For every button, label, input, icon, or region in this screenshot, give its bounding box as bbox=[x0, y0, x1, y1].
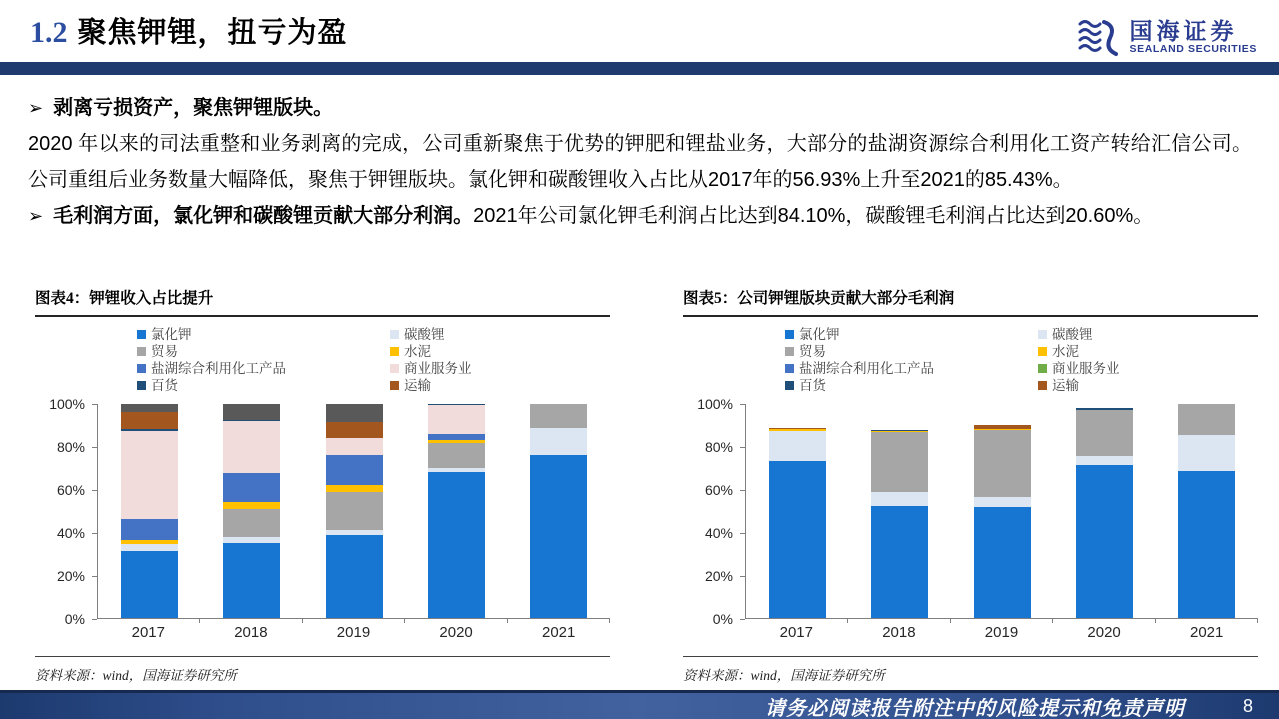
bar-segment bbox=[974, 507, 1031, 618]
stacked-bar bbox=[326, 404, 383, 618]
chart-panel bbox=[683, 286, 1258, 684]
bar-segment bbox=[428, 443, 485, 469]
bar-segment bbox=[121, 412, 178, 429]
bar-segment bbox=[769, 461, 826, 618]
bars-area bbox=[745, 404, 1258, 619]
legend-swatch-icon bbox=[390, 381, 399, 390]
legend-label: 氯化钾 bbox=[799, 327, 840, 342]
legend-label: 碳酸锂 bbox=[404, 327, 445, 342]
bar-slot bbox=[746, 404, 848, 618]
x-tick-mark bbox=[950, 619, 951, 623]
bar-segment bbox=[223, 509, 280, 537]
bar-segment bbox=[769, 431, 826, 461]
legend-swatch-icon bbox=[137, 381, 146, 390]
bar-segment bbox=[530, 455, 587, 618]
y-tick-label: 100% bbox=[49, 396, 85, 412]
bullet-point-1 bbox=[28, 90, 1252, 126]
bar-segment bbox=[1076, 410, 1133, 456]
y-tick-label: 80% bbox=[704, 439, 733, 455]
bar-segment bbox=[326, 438, 383, 455]
legend-label: 氯化钾 bbox=[151, 327, 192, 342]
bar-segment bbox=[530, 404, 587, 428]
footer-disclaimer: 请务必阅读报告附注中的风险提示和免责声明 bbox=[764, 697, 1185, 719]
legend-label: 贸易 bbox=[799, 344, 826, 359]
chart-title: 图表4：钾锂收入占比提升 bbox=[35, 286, 610, 317]
y-tick-mark bbox=[740, 619, 745, 620]
chart-plot bbox=[35, 396, 610, 627]
bar-slot bbox=[1053, 404, 1155, 618]
bar-segment bbox=[871, 492, 928, 506]
x-axis-label: 2017 bbox=[779, 624, 813, 641]
legend-item bbox=[1038, 343, 1258, 360]
bar-segment bbox=[974, 497, 1031, 507]
bullet-2-rest: 2021年公司氯化钾毛利润占比达到84.10%，碳酸锂毛利润占比达到20.60%。 bbox=[473, 205, 1154, 227]
bar-segment bbox=[223, 543, 280, 618]
legend-label: 盐湖综合利用化工产品 bbox=[799, 361, 934, 376]
stacked-bar bbox=[121, 404, 178, 618]
bar-slot bbox=[508, 404, 610, 618]
bar-segment bbox=[428, 405, 485, 434]
legend-item bbox=[137, 326, 390, 343]
legend-label: 盐湖综合利用化工产品 bbox=[151, 361, 286, 376]
logo-name-cn: 国海证券 bbox=[1129, 18, 1238, 45]
y-tick-label: 60% bbox=[56, 482, 85, 498]
bar-segment bbox=[1178, 404, 1235, 435]
y-axis bbox=[683, 396, 745, 627]
source-divider bbox=[683, 656, 1258, 657]
bar-segment bbox=[326, 422, 383, 438]
x-tick-mark bbox=[847, 619, 848, 623]
stacked-bar bbox=[769, 404, 826, 618]
body-text bbox=[28, 90, 1252, 234]
bar-segment bbox=[871, 432, 928, 492]
bar-segment bbox=[223, 421, 280, 472]
bullet-1-label: 剥离亏损资产，聚焦钾锂版块。 bbox=[53, 97, 334, 119]
bullet-point-2 bbox=[28, 198, 1252, 234]
bar-slot bbox=[1156, 404, 1258, 618]
legend-swatch-icon bbox=[1038, 330, 1047, 339]
y-tick-mark bbox=[92, 619, 97, 620]
legend-item bbox=[1038, 326, 1258, 343]
bar-slot bbox=[848, 404, 950, 618]
legend-swatch-icon bbox=[1038, 364, 1047, 373]
legend-item bbox=[137, 377, 390, 394]
x-tick-mark bbox=[1257, 619, 1258, 623]
legend-swatch-icon bbox=[785, 330, 794, 339]
x-axis-label: 2020 bbox=[439, 624, 473, 641]
bar-segment bbox=[326, 404, 383, 422]
bar-segment bbox=[121, 551, 178, 618]
bullet-2-bold: 毛利润方面，氯化钾和碳酸锂贡献大部分利润。 bbox=[53, 205, 474, 227]
bar-segment bbox=[121, 431, 178, 519]
x-tick-mark bbox=[404, 619, 405, 623]
legend-swatch-icon bbox=[390, 330, 399, 339]
legend-item bbox=[785, 360, 1038, 377]
legend-swatch-icon bbox=[137, 330, 146, 339]
legend-item bbox=[390, 343, 610, 360]
bar-segment bbox=[121, 519, 178, 540]
legend-swatch-icon bbox=[1038, 347, 1047, 356]
chart-legend bbox=[137, 326, 610, 394]
stacked-bar bbox=[871, 404, 928, 618]
y-tick-label: 20% bbox=[56, 568, 85, 584]
legend-swatch-icon bbox=[785, 347, 794, 356]
legend-item bbox=[785, 343, 1038, 360]
legend-item bbox=[137, 360, 390, 377]
x-axis-labels bbox=[745, 624, 1258, 641]
x-axis-label: 2019 bbox=[984, 624, 1019, 641]
legend-item bbox=[785, 326, 1038, 343]
x-axis-labels bbox=[97, 624, 610, 641]
bar-segment bbox=[223, 404, 280, 420]
bar-segment bbox=[1076, 456, 1133, 465]
legend-label: 运输 bbox=[404, 378, 431, 393]
chart-panel bbox=[35, 286, 610, 684]
bar-segment bbox=[326, 455, 383, 485]
stacked-bar bbox=[223, 404, 280, 618]
legend-label: 碳酸锂 bbox=[1052, 327, 1093, 342]
x-axis-label: 2021 bbox=[1189, 624, 1224, 641]
y-tick-label: 0% bbox=[712, 611, 733, 627]
x-tick-mark bbox=[302, 619, 303, 623]
legend-item bbox=[390, 377, 610, 394]
stacked-bar bbox=[530, 404, 587, 618]
y-tick-label: 40% bbox=[56, 525, 85, 541]
footer-bar bbox=[0, 690, 1279, 719]
source-divider bbox=[35, 656, 610, 657]
bar-slot bbox=[303, 404, 405, 618]
legend-swatch-icon bbox=[137, 347, 146, 356]
legend-swatch-icon bbox=[390, 347, 399, 356]
bar-segment bbox=[1076, 465, 1133, 618]
legend-item bbox=[785, 377, 1038, 394]
legend-swatch-icon bbox=[1038, 381, 1047, 390]
legend-swatch-icon bbox=[390, 364, 399, 373]
bar-segment bbox=[326, 492, 383, 531]
stacked-bar bbox=[428, 404, 485, 618]
company-logo bbox=[1076, 14, 1257, 60]
legend-label: 商业服务业 bbox=[1052, 361, 1120, 376]
bullet-arrow-icon: ➢ bbox=[28, 206, 44, 226]
section-number: 1.2 bbox=[30, 16, 68, 49]
bars-area bbox=[97, 404, 610, 619]
stacked-bar bbox=[1076, 404, 1133, 618]
legend-label: 百货 bbox=[151, 378, 178, 393]
chart-legend bbox=[785, 326, 1258, 394]
x-axis-label: 2018 bbox=[234, 624, 268, 641]
x-axis-label: 2020 bbox=[1087, 624, 1121, 641]
x-axis-label: 2017 bbox=[131, 624, 165, 641]
y-axis bbox=[35, 396, 97, 627]
legend-label: 运输 bbox=[1052, 378, 1079, 393]
legend-label: 贸易 bbox=[151, 344, 178, 359]
y-tick-label: 80% bbox=[56, 439, 85, 455]
logo-name-en: SEALAND SECURITIES bbox=[1129, 42, 1257, 55]
legend-item bbox=[390, 360, 610, 377]
legend-swatch-icon bbox=[785, 364, 794, 373]
header-divider bbox=[0, 62, 1279, 75]
y-tick-label: 100% bbox=[697, 396, 733, 412]
bar-segment bbox=[871, 506, 928, 618]
legend-swatch-icon bbox=[785, 381, 794, 390]
bar-slot bbox=[405, 404, 507, 618]
source-note: 资料来源：wind，国海证券研究所 bbox=[35, 668, 237, 683]
x-axis-label: 2021 bbox=[541, 624, 576, 641]
legend-label: 水泥 bbox=[1052, 344, 1079, 359]
stacked-bar bbox=[974, 404, 1031, 618]
y-tick-label: 40% bbox=[704, 525, 733, 541]
legend-item bbox=[1038, 377, 1258, 394]
legend-item bbox=[137, 343, 390, 360]
y-tick-label: 0% bbox=[64, 611, 85, 627]
legend-label: 百货 bbox=[799, 378, 826, 393]
y-tick-label: 60% bbox=[704, 482, 733, 498]
legend-item bbox=[390, 326, 610, 343]
y-tick-label: 20% bbox=[704, 568, 733, 584]
page-title-text: 聚焦钾锂，扭亏为盈 bbox=[77, 17, 348, 49]
bar-segment bbox=[326, 535, 383, 618]
stacked-bar bbox=[1178, 404, 1235, 618]
legend-label: 商业服务业 bbox=[404, 361, 472, 376]
chart-plot bbox=[683, 396, 1258, 627]
x-tick-mark bbox=[199, 619, 200, 623]
legend-swatch-icon bbox=[137, 364, 146, 373]
chart-title: 图表5：公司钾锂版块贡献大部分毛利润 bbox=[683, 286, 1258, 317]
bar-segment bbox=[121, 404, 178, 411]
x-tick-mark bbox=[609, 619, 610, 623]
bar-segment bbox=[974, 430, 1031, 497]
bar-slot bbox=[98, 404, 200, 618]
x-axis-label: 2018 bbox=[882, 624, 916, 641]
sealand-logo-icon bbox=[1076, 14, 1122, 60]
bullet-2-text bbox=[53, 198, 1153, 234]
source-note: 资料来源：wind，国海证券研究所 bbox=[683, 668, 885, 683]
charts-row bbox=[35, 286, 1258, 684]
x-tick-mark bbox=[507, 619, 508, 623]
x-tick-mark bbox=[1052, 619, 1053, 623]
bullet-arrow-icon: ➢ bbox=[28, 98, 44, 118]
paragraph-1: 2020 年以来的司法重整和业务剥离的完成，公司重新聚焦于优势的钾肥和锂盐业务，大部分的盐湖资源综合利用化工资产转给汇信公司。公司重组后业务数量大幅降低，聚焦于钾锂版块。氯化钾和碳酸锂收入占比从2017年的56.93%上升至2021的85.43%。 bbox=[28, 133, 1252, 191]
bar-segment bbox=[223, 473, 280, 503]
bar-segment bbox=[530, 428, 587, 456]
page-title bbox=[30, 10, 348, 51]
legend-label: 水泥 bbox=[404, 344, 431, 359]
legend-item bbox=[1038, 360, 1258, 377]
x-tick-mark bbox=[1155, 619, 1156, 623]
page-number: 8 bbox=[1242, 695, 1253, 716]
bar-slot bbox=[951, 404, 1053, 618]
bar-segment bbox=[1178, 435, 1235, 471]
bar-segment bbox=[1178, 471, 1235, 618]
bar-slot bbox=[200, 404, 302, 618]
logo-text bbox=[1130, 19, 1257, 54]
bar-segment bbox=[428, 472, 485, 618]
x-axis-label: 2019 bbox=[336, 624, 371, 641]
